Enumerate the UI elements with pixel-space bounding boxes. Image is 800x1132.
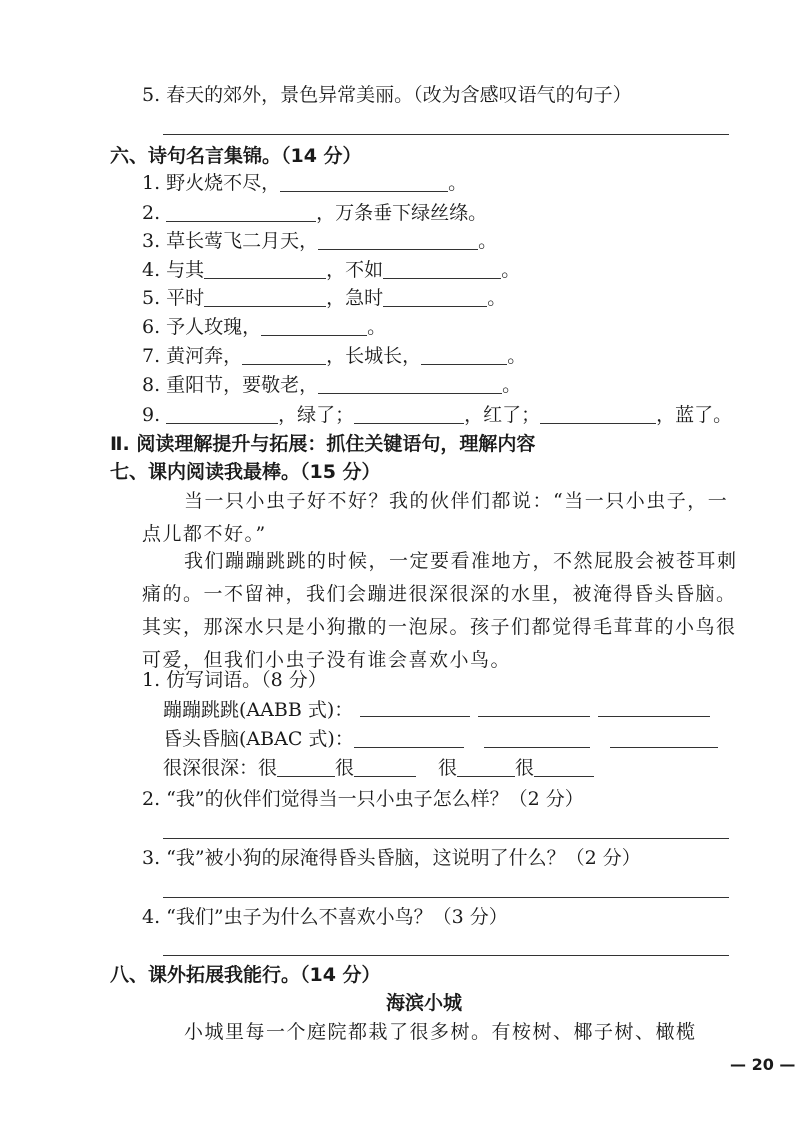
item-text: 4. 与其 [142, 259, 205, 281]
item-text: 7. 黄河奔， [142, 345, 243, 367]
item-num: 9. [142, 404, 161, 426]
blank[interactable] [540, 405, 656, 424]
blank[interactable] [354, 405, 464, 424]
poem-item-7: 7. 黄河奔， ，长城长， 。 [142, 345, 527, 367]
item-text: 1. 野火烧不尽， [142, 172, 281, 194]
q1-label: 蹦蹦跳跳(AABB 式)： [163, 699, 354, 721]
q1-line-3: 很深很深：很 很 很 很 [163, 755, 594, 781]
blank[interactable] [277, 758, 335, 777]
blank[interactable] [457, 758, 515, 777]
item-text: 6. 予人玫瑰， [142, 316, 262, 338]
blank[interactable] [610, 729, 718, 748]
item-text: 5. 平时 [142, 287, 205, 309]
item-text: 8. 重阳节，要敬老， [142, 374, 319, 396]
q1-line-2 [163, 726, 718, 752]
section-7-title: 七、课内阅读我最棒。（15 分） [110, 461, 381, 483]
story-title: 海滨小城 [386, 992, 463, 1014]
answer-line[interactable] [163, 955, 729, 956]
blank[interactable] [204, 260, 326, 279]
section-6-title: 六、诗句名言集锦。（14 分） [110, 145, 362, 167]
blank[interactable] [166, 203, 316, 222]
part-2-title: Ⅱ. 阅读理解提升与拓展：抓住关键语句，理解内容 [110, 433, 536, 455]
q1-line-1 [163, 697, 353, 723]
page-number: — 20 — [730, 1055, 796, 1074]
blank[interactable] [478, 716, 590, 717]
question-5: 5. 春天的郊外，景色异常美丽。（改为含感叹语气的句子） [142, 84, 632, 106]
poem-item-6: 6. 予人玫瑰， 。 [142, 316, 387, 338]
q4: 4. “我们”虫子为什么不喜欢小鸟？（3 分） [142, 906, 508, 928]
blank[interactable] [280, 173, 448, 192]
blank[interactable] [534, 758, 594, 777]
blank[interactable] [421, 346, 507, 365]
q2: 2. “我”的伙伴们觉得当一只小虫子怎么样？（2 分） [142, 788, 584, 810]
q3: 3. “我”被小狗的尿淹得昏头昏脑，这说明了什么？（2 分） [142, 847, 641, 869]
blank[interactable] [318, 231, 478, 250]
q1-title: 1. 仿写词语。（8 分） [142, 669, 327, 691]
item-text: 3. 草长莺飞二月天， [142, 230, 319, 252]
blank[interactable] [383, 288, 487, 307]
reading-paragraph-2: 我们蹦蹦跳跳的时候，一定要看准地方，不然屁股会被苍耳刺痛的。一不留神，我们会蹦进很深很深的水里，被淹得昏头昏脑。其实，那深水只是小狗撒的一泡尿。孩子们都觉得毛茸茸的小鸟很可爱，但我们小虫子没有谁会喜欢小鸟。 [142, 550, 738, 671]
reading-paragraph-1: 当一只小虫子好不好？我的伙伴们都说：“当一只小虫子，一点儿都不好。” [142, 490, 729, 545]
answer-line[interactable] [163, 134, 729, 135]
answer-line[interactable] [163, 838, 729, 839]
blank[interactable] [484, 729, 590, 748]
blank[interactable] [360, 716, 470, 717]
poem-item-9: 9. ，绿了； ，红了； ，蓝了。 [142, 404, 733, 426]
story-paragraph: 小城里每一个庭院都栽了很多树。有桉树、椰子树、橄榄 [184, 1021, 697, 1043]
blank[interactable] [261, 317, 367, 336]
blank[interactable] [242, 346, 326, 365]
q1-label: 很深很深：很 [163, 757, 278, 779]
poem-item-1: 1. 野火烧不尽， 。 [142, 172, 468, 194]
poem-item-2: 2. ，万条垂下绿丝绦。 [142, 202, 488, 224]
blank[interactable] [318, 375, 502, 394]
section-8-title: 八、课外拓展我能行。（14 分） [110, 964, 381, 986]
item-num: 2. [142, 202, 161, 224]
blank[interactable] [354, 758, 416, 777]
poem-item-4: 4. 与其 ，不如 。 [142, 259, 521, 281]
poem-item-5: 5. 平时 ，急时 。 [142, 287, 507, 309]
blank[interactable] [354, 729, 464, 748]
blank[interactable] [383, 260, 501, 279]
poem-item-3: 3. 草长莺飞二月天， 。 [142, 230, 498, 252]
blank[interactable] [598, 716, 710, 717]
blank[interactable] [204, 288, 326, 307]
answer-line[interactable] [163, 897, 729, 898]
poem-item-8: 8. 重阳节，要敬老， 。 [142, 374, 522, 396]
blank[interactable] [166, 405, 278, 424]
q1-label: 昏头昏脑(ABAC 式)： [163, 728, 354, 750]
